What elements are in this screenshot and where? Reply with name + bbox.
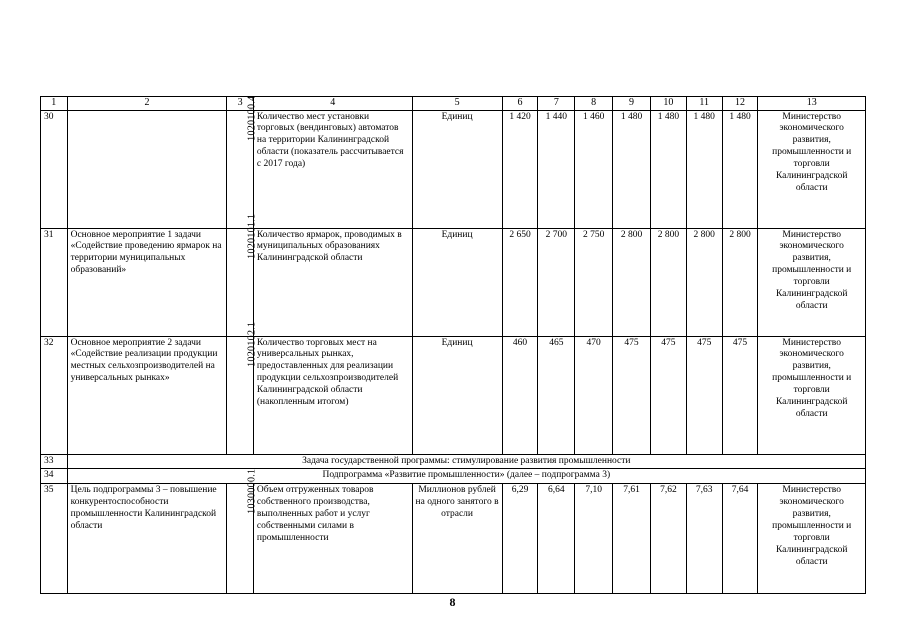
row-number: 34 xyxy=(41,469,68,484)
responsible-ministry-cell: Министерство экономического развития, промышленности и торговли Калининградской области xyxy=(758,484,866,594)
indicator-code: 1020101.1 xyxy=(246,213,258,259)
row-number: 30 xyxy=(41,110,68,228)
indicator-name-cell: Количество мест установки торговых (вендинговых) автоматов на территории Калининградской области (показатель рассчитывается с 2017 года) xyxy=(253,110,412,228)
column-header-2: 2 xyxy=(67,97,227,111)
indicators-table xyxy=(40,96,866,594)
value-cell: 1 480 xyxy=(686,110,722,228)
column-header-4: 4 xyxy=(253,97,412,111)
value-cell: 2 750 xyxy=(575,228,613,336)
column-header-12: 12 xyxy=(722,97,758,111)
unit-cell: Единиц xyxy=(412,110,502,228)
unit-cell: Единиц xyxy=(412,336,502,454)
row-number: 31 xyxy=(41,228,68,336)
value-cell: 2 650 xyxy=(502,228,538,336)
measure-cell xyxy=(67,110,227,228)
column-header-6: 6 xyxy=(502,97,538,111)
value-cell: 465 xyxy=(538,336,575,454)
measure-cell: Цель подпрограммы 3 – повышение конкурентоспособности промышленности Калининградской области xyxy=(67,484,227,594)
indicator-code-cell xyxy=(227,468,258,594)
indicator-name-cell: Количество торговых мест на универсальных рынках, предоставленных для реализации продукции сельхозпроизводителей Калининградской области (накопленным итогом) xyxy=(253,336,412,454)
value-cell: 2 800 xyxy=(722,228,758,336)
value-cell: 475 xyxy=(686,336,722,454)
column-header-3: 3 xyxy=(227,97,254,111)
table-row xyxy=(41,336,866,454)
column-number-header xyxy=(41,97,866,111)
responsible-ministry-cell: Министерство экономического развития, промышленности и торговли Калининградской области xyxy=(758,228,866,336)
value-cell: 7,64 xyxy=(722,484,758,594)
value-cell: 7,10 xyxy=(575,484,613,594)
unit-cell: Миллионов рублей на одного занятого в отрасли xyxy=(412,484,502,594)
value-cell: 1 480 xyxy=(650,110,686,228)
value-cell: 2 700 xyxy=(538,228,575,336)
indicator-code-cell xyxy=(227,213,258,336)
row-number: 32 xyxy=(41,336,68,454)
responsible-ministry-cell: Министерство экономического развития, промышленности и торговли Калининградской области xyxy=(758,336,866,454)
value-cell: 475 xyxy=(722,336,758,454)
section-title: Подпрограмма «Развитие промышленности» (далее – подпрограмма 3) xyxy=(67,469,865,484)
value-cell: 7,62 xyxy=(650,484,686,594)
table-row xyxy=(41,484,866,594)
column-header-13: 13 xyxy=(758,97,866,111)
column-header-9: 9 xyxy=(613,97,651,111)
measure-cell: Основное мероприятие 1 задачи «Содействие проведению ярмарок на территории муниципальных образований» xyxy=(67,228,227,336)
value-cell: 1 480 xyxy=(613,110,651,228)
column-header-5: 5 xyxy=(412,97,502,111)
row-number: 33 xyxy=(41,454,68,469)
indicator-code: 1030000.1 xyxy=(246,468,258,515)
value-cell: 6,64 xyxy=(538,484,575,594)
table-row xyxy=(41,110,866,228)
value-cell: 2 800 xyxy=(650,228,686,336)
value-cell: 1 460 xyxy=(575,110,613,228)
value-cell: 2 800 xyxy=(686,228,722,336)
page-number: 8 xyxy=(449,595,456,609)
indicator-name-cell: Объем отгруженных товаров собственного производства, выполненных работ и услуг собственными силами в промышленности xyxy=(253,484,412,594)
section-title: Задача государственной программы: стимулирование развития промышленности xyxy=(67,454,865,469)
value-cell: 470 xyxy=(575,336,613,454)
indicator-code: 1020102.1 xyxy=(246,321,258,367)
value-cell: 7,63 xyxy=(686,484,722,594)
measure-cell: Основное мероприятие 2 задачи «Содействие реализации продукции местных сельхозпроизводителей на универсальных рынках» xyxy=(67,336,227,454)
column-header-10: 10 xyxy=(650,97,686,111)
row-number: 35 xyxy=(41,484,68,594)
column-header-8: 8 xyxy=(575,97,613,111)
column-header-7: 7 xyxy=(538,97,575,111)
value-cell: 7,61 xyxy=(613,484,651,594)
value-cell: 2 800 xyxy=(613,228,651,336)
value-cell: 475 xyxy=(613,336,651,454)
indicator-code-cell xyxy=(227,321,258,454)
indicator-name-cell: Количество ярмарок, проводимых в муниципальных образованиях Калининградской области xyxy=(253,228,412,336)
unit-cell: Единиц xyxy=(412,228,502,336)
value-cell: 1 420 xyxy=(502,110,538,228)
column-header-11: 11 xyxy=(686,97,722,111)
column-header-1: 1 xyxy=(41,97,68,111)
value-cell: 6,29 xyxy=(502,484,538,594)
section-row xyxy=(41,469,866,484)
value-cell: 475 xyxy=(650,336,686,454)
value-cell: 460 xyxy=(502,336,538,454)
value-cell: 1 440 xyxy=(538,110,575,228)
responsible-ministry-cell: Министерство экономического развития, промышленности и торговли Калининградской области xyxy=(758,110,866,228)
indicator-code: 1020100.4 xyxy=(246,95,258,141)
indicator-code-cell xyxy=(227,95,258,228)
section-row xyxy=(41,454,866,469)
value-cell: 1 480 xyxy=(722,110,758,228)
table-row xyxy=(41,228,866,336)
